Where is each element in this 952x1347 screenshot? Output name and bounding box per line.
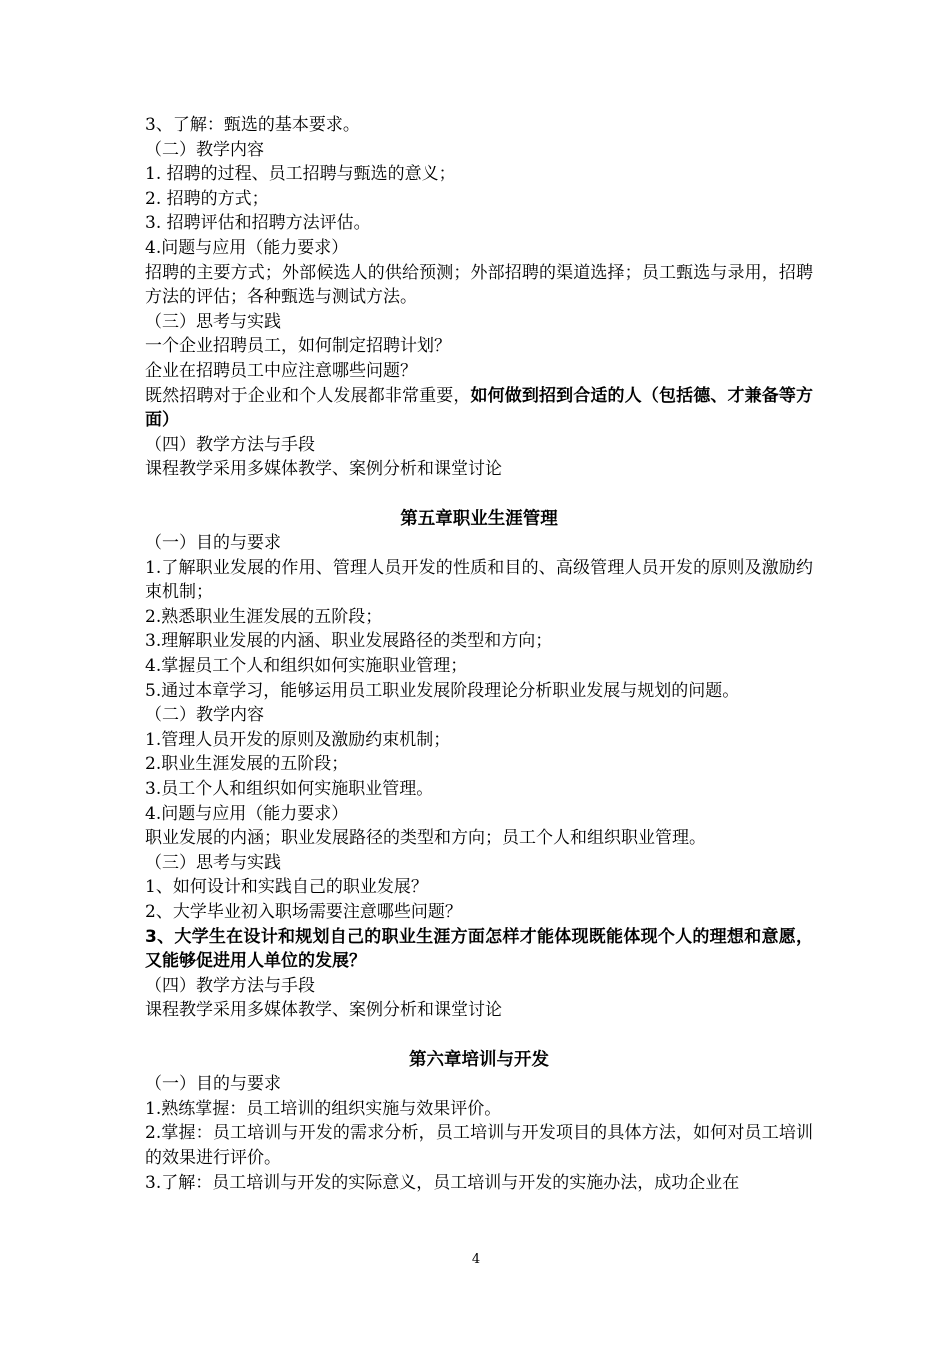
text-span: 既然招聘对于企业和个人发展都非常重要， <box>145 385 471 406</box>
text-line: 5.通过本章学习，能够运用员工职业发展阶段理论分析职业发展与规划的问题。 <box>145 680 740 701</box>
text-line: 职业发展的内涵；职业发展路径的类型和方向；员工个人和组织职业管理。 <box>145 828 706 849</box>
subsection-heading: （三）思考与实践 <box>145 311 281 332</box>
text-paragraph-mixed <box>145 384 813 433</box>
text-line: 1.熟练掌握：员工培训的组织实施与效果评价。 <box>145 1098 502 1119</box>
text-line: 2、大学毕业初入职场需要注意哪些问题？ <box>145 902 462 922</box>
subsection-heading: （三）思考与实践 <box>145 852 281 873</box>
text-line: 4.问题与应用（能力要求） <box>145 237 349 258</box>
text-line: 3.了解：员工培训与开发的实际意义，员工培训与开发的实施办法，成功企业在 <box>145 1172 740 1193</box>
text-line: 一个企业招聘员工，如何制定招聘计划？ <box>145 336 451 357</box>
page-number: 4 <box>471 1252 481 1267</box>
text-line: 课程教学采用多媒体教学、案例分析和课堂讨论 <box>145 1000 502 1021</box>
bold-text-span: 如何做到招到合适的人（包括德、才兼备等方面） <box>145 385 813 431</box>
text-line: 3.员工个人和组织如何实施职业管理。 <box>145 779 434 800</box>
text-paragraph: 1.了解职业发展的作用、管理人员开发的性质和目的、高级管理人员开发的原则及激励约束机制； <box>145 557 813 603</box>
subsection-heading: （一）目的与要求 <box>145 533 281 554</box>
text-line: 3、了解：甄选的基本要求。 <box>145 115 360 135</box>
subsection-heading: （二）教学内容 <box>145 705 264 726</box>
spacer <box>145 482 813 507</box>
subsection-heading: （二）教学内容 <box>145 139 264 160</box>
text-paragraph: 招聘的主要方式；外部候选人的供给预测；外部招聘的渠道选择；员工甄选与录用，招聘方法的评估；各种甄选与测试方法。 <box>145 262 813 308</box>
chapter-title: 第六章培训与开发 <box>409 1049 549 1070</box>
text-line: 2.熟悉职业生涯发展的五阶段； <box>145 606 383 627</box>
text-line: 2. 招聘的方式； <box>145 188 269 209</box>
text-line: 课程教学采用多媒体教学、案例分析和课堂讨论 <box>145 459 502 480</box>
text-line: 3.理解职业发展的内涵、职业发展路径的类型和方向； <box>145 631 553 652</box>
text-paragraph: 2.掌握：员工培训与开发的需求分析，员工培训与开发项目的具体方法，如何对员工培训的效果进行评价。 <box>145 1123 813 1168</box>
text-line: 1.管理人员开发的原则及激励约束机制； <box>145 729 451 750</box>
spacer <box>145 1023 813 1048</box>
text-line: 企业在招聘员工中应注意哪些问题？ <box>145 360 417 381</box>
subsection-heading: （四）教学方法与手段 <box>145 434 315 455</box>
bold-paragraph: 3、大学生在设计和规划自己的职业生涯方面怎样才能体现既能体现个人的理想和意愿，又能够促进用人单位的发展？ <box>145 926 813 972</box>
document-body <box>145 113 813 1195</box>
text-line: 4.问题与应用（能力要求） <box>145 803 349 824</box>
subsection-heading: （四）教学方法与手段 <box>145 975 315 996</box>
text-line: 4.掌握员工个人和组织如何实施职业管理； <box>145 656 468 677</box>
chapter-title: 第五章职业生涯管理 <box>400 508 558 529</box>
text-line: 2.职业生涯发展的五阶段； <box>145 754 349 775</box>
text-line: 1、如何设计和实践自己的职业发展？ <box>145 877 428 898</box>
subsection-heading: （一）目的与要求 <box>145 1074 281 1095</box>
text-line: 3. 招聘评估和招聘方法评估。 <box>145 213 371 234</box>
text-line: 1. 招聘的过程、员工招聘与甄选的意义； <box>145 164 456 185</box>
